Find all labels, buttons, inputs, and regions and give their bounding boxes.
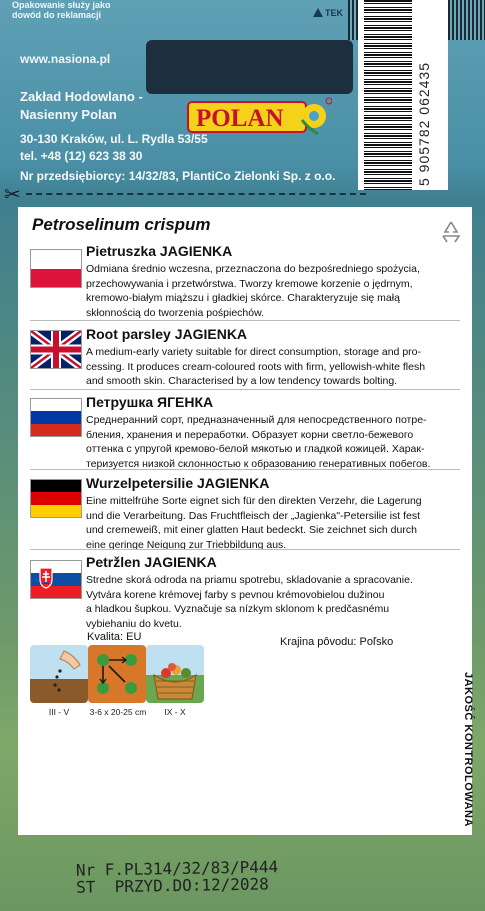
text-line: Среднеранний сорт, предназначенный для непосредственного потре- <box>86 414 427 426</box>
polan-logo <box>186 96 332 136</box>
company-line2: Nasienny Polan <box>20 107 117 122</box>
section-russian <box>30 394 472 470</box>
section-english <box>30 326 472 388</box>
section-title: Petržlen JAGIENKA <box>86 554 217 570</box>
text-line: Vytvára korene krémovej farby s pevnou krémovobielou dužinou <box>86 588 385 601</box>
website-url: www.nasiona.pl <box>20 52 111 66</box>
recycle-icon <box>438 219 464 245</box>
cut-line <box>26 193 366 195</box>
divider <box>30 469 460 470</box>
quality-class: Kvalita: EU <box>87 631 142 643</box>
spacing-icon <box>88 645 146 703</box>
latin-name: Petroselinum crispum <box>32 215 211 234</box>
divider <box>30 389 460 390</box>
complaint-note <box>12 0 111 20</box>
tek-mark <box>313 8 343 18</box>
text-line: cessing. It produces cream-coloured roots with firm, yellowish-white flesh <box>86 360 426 373</box>
address-line: 30-130 Kraków, ul. L. Rydla 53/55 <box>20 132 208 146</box>
text-line: vybiehaniu do kvetu. <box>86 617 182 630</box>
scissors-icon: ✂ <box>4 184 21 206</box>
section-title: Pietruszka JAGIENKA <box>86 243 233 259</box>
barcode <box>358 0 448 190</box>
slovak-coat-of-arms-icon <box>39 567 53 589</box>
packet-window <box>146 40 353 94</box>
section-text <box>86 345 472 389</box>
tek-label: TEK <box>325 8 343 18</box>
section-slovak <box>30 554 472 630</box>
company-name <box>20 88 143 124</box>
company-address <box>20 131 208 165</box>
section-text <box>86 262 472 320</box>
expiry-date: ST PRZYD.DO:12/2028 <box>75 874 269 897</box>
section-title: Root parsley JAGIENKA <box>86 326 248 342</box>
barcode-bars <box>364 0 412 190</box>
batch-number: Nr F.PL314/32/83/P444 <box>75 857 279 880</box>
complaint-note-line2: dowód do reklamacji <box>12 10 102 20</box>
text-line: kremowo-białym miąższu i gładkiej skórce. Charakteryzuje się małą <box>86 292 400 304</box>
barcode-number: 5 905782 062435 <box>416 62 432 186</box>
section-german <box>30 475 472 551</box>
divider <box>30 320 460 321</box>
batch-stamp <box>76 858 279 896</box>
sowing-period-label: III - V <box>48 707 70 717</box>
section-text <box>86 494 472 552</box>
harvest-icon <box>146 645 204 703</box>
registration-number: Nr przedsiębiorcy: 14/32/83, PlantiCo Zielonki Sp. z o.o. <box>20 169 336 183</box>
flag-germany-icon <box>30 479 82 518</box>
section-text <box>86 413 472 471</box>
text-line: A medium-early variety suitable for direct consumption, storage and pro- <box>86 346 421 358</box>
flag-uk-icon <box>30 330 82 369</box>
text-line: бления, хранения и переработки. Образует корни светло-бежевого <box>86 428 414 441</box>
flag-russia-icon <box>30 398 82 437</box>
flag-slovakia-icon <box>30 560 82 599</box>
section-polish <box>30 243 472 319</box>
phone-line: tel. +48 (12) 623 38 30 <box>20 149 143 163</box>
text-line: Eine mittelfrühe Sorte eignet sich für den direkten Verzehr, die Lagerung <box>86 495 422 507</box>
quality-controlled-stamp: JAKOŚĆ KONTROLOWANA <box>462 672 474 827</box>
text-line: und cremeweiß, mit einer glatten Haut bedeckt. Sie zeichnet sich durch <box>86 524 417 536</box>
section-title: Петрушка ЯГЕНКА <box>86 394 214 410</box>
text-line: przechowywania i przetwórstwa. Tworzy kremowe korzenie o jędrnym, <box>86 277 413 290</box>
divider <box>30 549 460 550</box>
text-line: теризуется низкой склонностью к образованию генеративных побегов. <box>86 457 431 470</box>
flag-poland-icon <box>30 249 82 288</box>
country-of-origin: Krajina pôvodu: Poľsko <box>280 636 394 648</box>
info-card <box>18 207 472 835</box>
text-line: оттенка с упругой кремово-белой мякотью и гладкой кожицей. Харак- <box>86 443 425 455</box>
company-line1: Zakład Hodowlano - <box>20 89 143 104</box>
section-text <box>86 573 472 631</box>
sowing-icon <box>30 645 88 703</box>
spacing-label: 3-6 x 20-25 cm <box>89 707 147 717</box>
text-line: eine geringe Neigung zur Triebbildung aus. <box>86 538 287 551</box>
polan-logo-text: POLAN <box>196 105 284 132</box>
text-line: Odmiana średnio wczesna, przeznaczona do bezpośredniego spożycia, <box>86 263 420 275</box>
text-line: a hladkou šupkou. Vyznačuje sa nízkym sklonom k predčasnému <box>86 603 390 615</box>
harvest-period-label: IX - X <box>164 707 186 717</box>
text-line: skłonnością do tworzenia pośpiechów. <box>86 306 265 319</box>
text-line: und die Verarbeitung. Das Fruchtfleisch der „Jagienka"-Petersilie ist fest <box>86 509 421 522</box>
text-line: Stredne skorá odroda na priamu spotrebu, skladovanie a spracovanie. <box>86 574 413 586</box>
tek-triangle-icon <box>313 8 323 17</box>
section-title: Wurzelpetersilie JAGIENKA <box>86 475 270 491</box>
complaint-note-line1: Opakowanie służy jako <box>12 0 111 10</box>
text-line: and smooth skin. Characterised by a low tendency towards bolting. <box>86 375 398 387</box>
